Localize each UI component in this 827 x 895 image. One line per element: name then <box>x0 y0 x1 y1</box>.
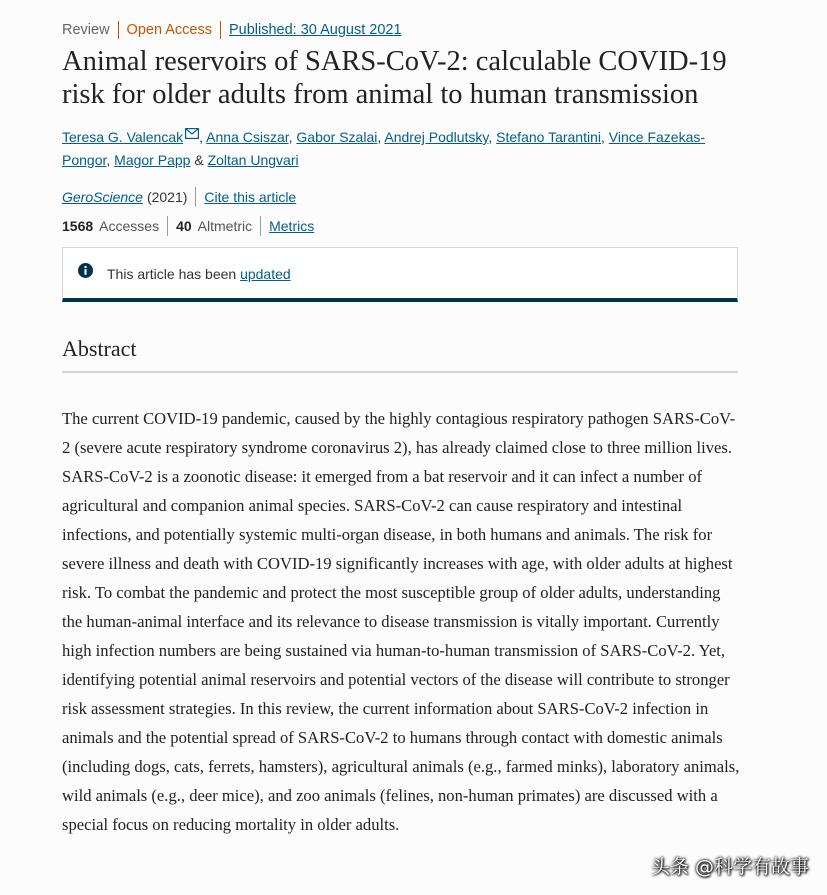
abstract-body: The current COVID-19 pandemic, caused by the highly contagious respiratory pathogen SARS-CoV-2 (severe acute respiratory syndrome coronavirus 2), has already claimed close to three million lives. SARS-CoV-2 is a zoonotic disease: it emerged from a bat reservoir and it can infect a number of agricultural and companion animal species. SARS-CoV-2 can cause respiratory and intestinal infections, and potentially systemic multi-organ disease, in both humans and animals. The risk for severe illness and death with COVID-19 significantly increases with age, with older adults at highest risk. To combat the pandemic and protect the most susceptible group of older adults, understanding the human-animal interface and its relevance to disease transmission is vitally important. Currently high infection numbers are being sustained via human-to-human transmission of SARS-CoV-2. Yet, identifying potential animal reservoirs and potential vectors of the disease will contribute to stronger risk assessment strategies. In this review, the current information about SARS-CoV-2 infection in animals and the potential spread of SARS-CoV-2 to humans through contact with domestic animals (including dogs, cats, ferrets, hamsters), agricultural animals (e.g., farmed minks), laboratory animals, wild animals (e.g., deer mice), and zoo animals (felines, non-human primates) are discussed with a special focus on reducing mortality in older adults. <box>62 409 740 834</box>
author-link[interactable]: Magor Papp <box>114 152 191 168</box>
author-link[interactable]: Andrej Podlutsky <box>384 129 489 145</box>
journal-divider <box>195 187 196 207</box>
article-metrics <box>62 216 314 236</box>
notice-message: This article has been <box>107 266 237 282</box>
info-icon <box>78 263 93 278</box>
metrics-link[interactable]: Metrics <box>269 218 315 234</box>
abstract-heading: Abstract <box>62 336 738 373</box>
author-link[interactable]: Teresa G. Valencak <box>62 129 184 145</box>
author-link[interactable]: Stefano Tarantini <box>496 129 601 145</box>
accesses-count: 1568 <box>62 218 94 234</box>
article-type: Review <box>62 22 110 38</box>
journal-info <box>62 187 296 207</box>
author-link[interactable]: Anna Csiszar <box>206 129 289 145</box>
author-link[interactable]: Vince Fazekas-Pongor <box>62 129 706 168</box>
updated-link[interactable]: updated <box>240 266 291 282</box>
metrics-divider <box>167 216 168 236</box>
altmetric-label: Altmetric <box>197 218 253 234</box>
author-link[interactable]: Zoltan Ungvari <box>207 152 299 168</box>
author-link[interactable]: Gabor Szalai <box>296 129 378 145</box>
author-list: Teresa G. Valencak , Anna Csiszar, Gabor Szalai, Andrej Podlutsky, Stefano Tarantini, Vince Fazekas-Pongor, Magor Papp & Zoltan Ungvari <box>62 129 706 168</box>
email-icon[interactable] <box>185 128 199 139</box>
watermark: 头条 @科学有故事 <box>650 856 809 878</box>
metrics-divider <box>260 216 261 236</box>
article-meta <box>62 21 402 39</box>
notice-text <box>107 266 291 282</box>
meta-divider <box>220 21 221 39</box>
journal-year: (2021) <box>146 189 188 205</box>
update-notice <box>62 247 738 302</box>
published-date-link[interactable]: Published: 30 August 2021 <box>228 22 402 38</box>
journal-link[interactable]: GeroScience <box>62 189 143 205</box>
author-joiner: & <box>194 152 204 168</box>
article-title: Animal reservoirs of SARS-CoV-2: calculable COVID-19 risk for older adults from animal to human transmission <box>62 46 727 110</box>
accesses-label: Accesses <box>99 218 160 234</box>
open-access-label: Open Access <box>126 22 212 38</box>
cite-article-link[interactable]: Cite this article <box>204 189 297 205</box>
meta-divider <box>118 21 119 39</box>
altmetric-count: 40 <box>176 218 192 234</box>
